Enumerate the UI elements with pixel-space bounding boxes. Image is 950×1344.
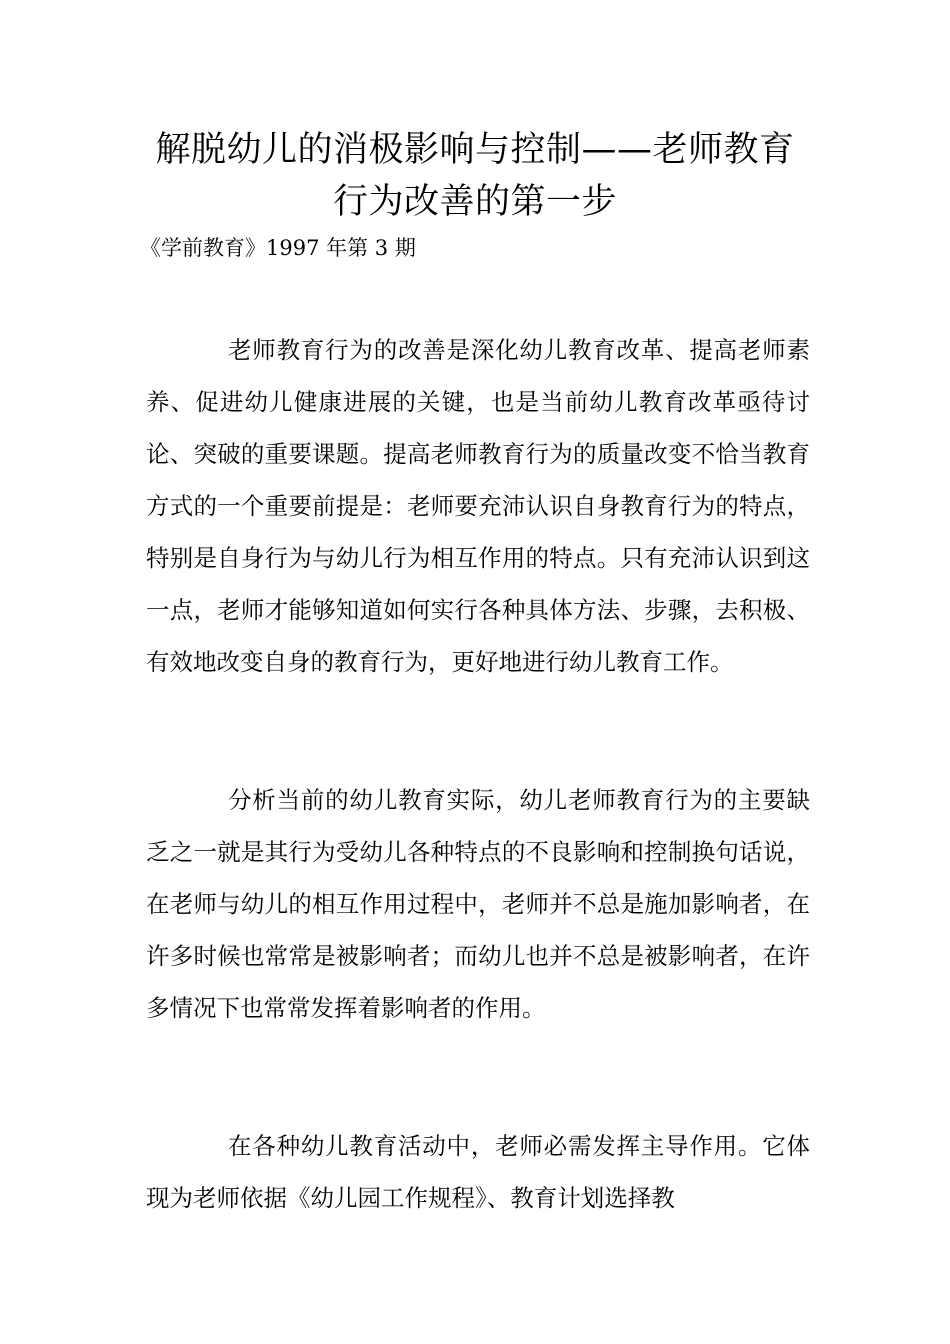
document-title: 解脱幼儿的消极影响与控制——老师教育行为改善的第一步 bbox=[155, 130, 795, 222]
body-paragraph: 在各种幼儿教育活动中，老师必需发挥主导作用。它体现为老师依据《幼儿园工作规程》、教育计划选择教 bbox=[146, 1132, 810, 1212]
body-paragraph: 分析当前的幼儿教育实际，幼儿老师教育行为的主要缺乏之一就是其行为受幼儿各种特点的不良影响和控制换句话说，在老师与幼儿的相互作用过程中，老师并不总是施加影响者，在许多时候也常常是被影响者；而幼儿也并不总是被影响者，在许多情况下也常常发挥着影响者的作用。 bbox=[146, 786, 810, 1022]
document-source: 《学前教育》1997 年第 3 期 bbox=[140, 236, 416, 260]
body-paragraph: 老师教育行为的改善是深化幼儿教育改革、提高老师素养、促进幼儿健康进展的关键，也是当前幼儿教育改革亟待讨论、突破的重要课题。提高老师教育行为的质量改变不恰当教育方式的一个重要前提是：老师要充沛认识自身教育行为的特点，特别是自身行为与幼儿行为相互作用的特点。只有充沛认识到这一点，老师才能够知道如何实行各种具体方法、步骤，去积极、有效地改变自身的教育行为，更好地进行幼儿教育工作。 bbox=[146, 336, 810, 676]
